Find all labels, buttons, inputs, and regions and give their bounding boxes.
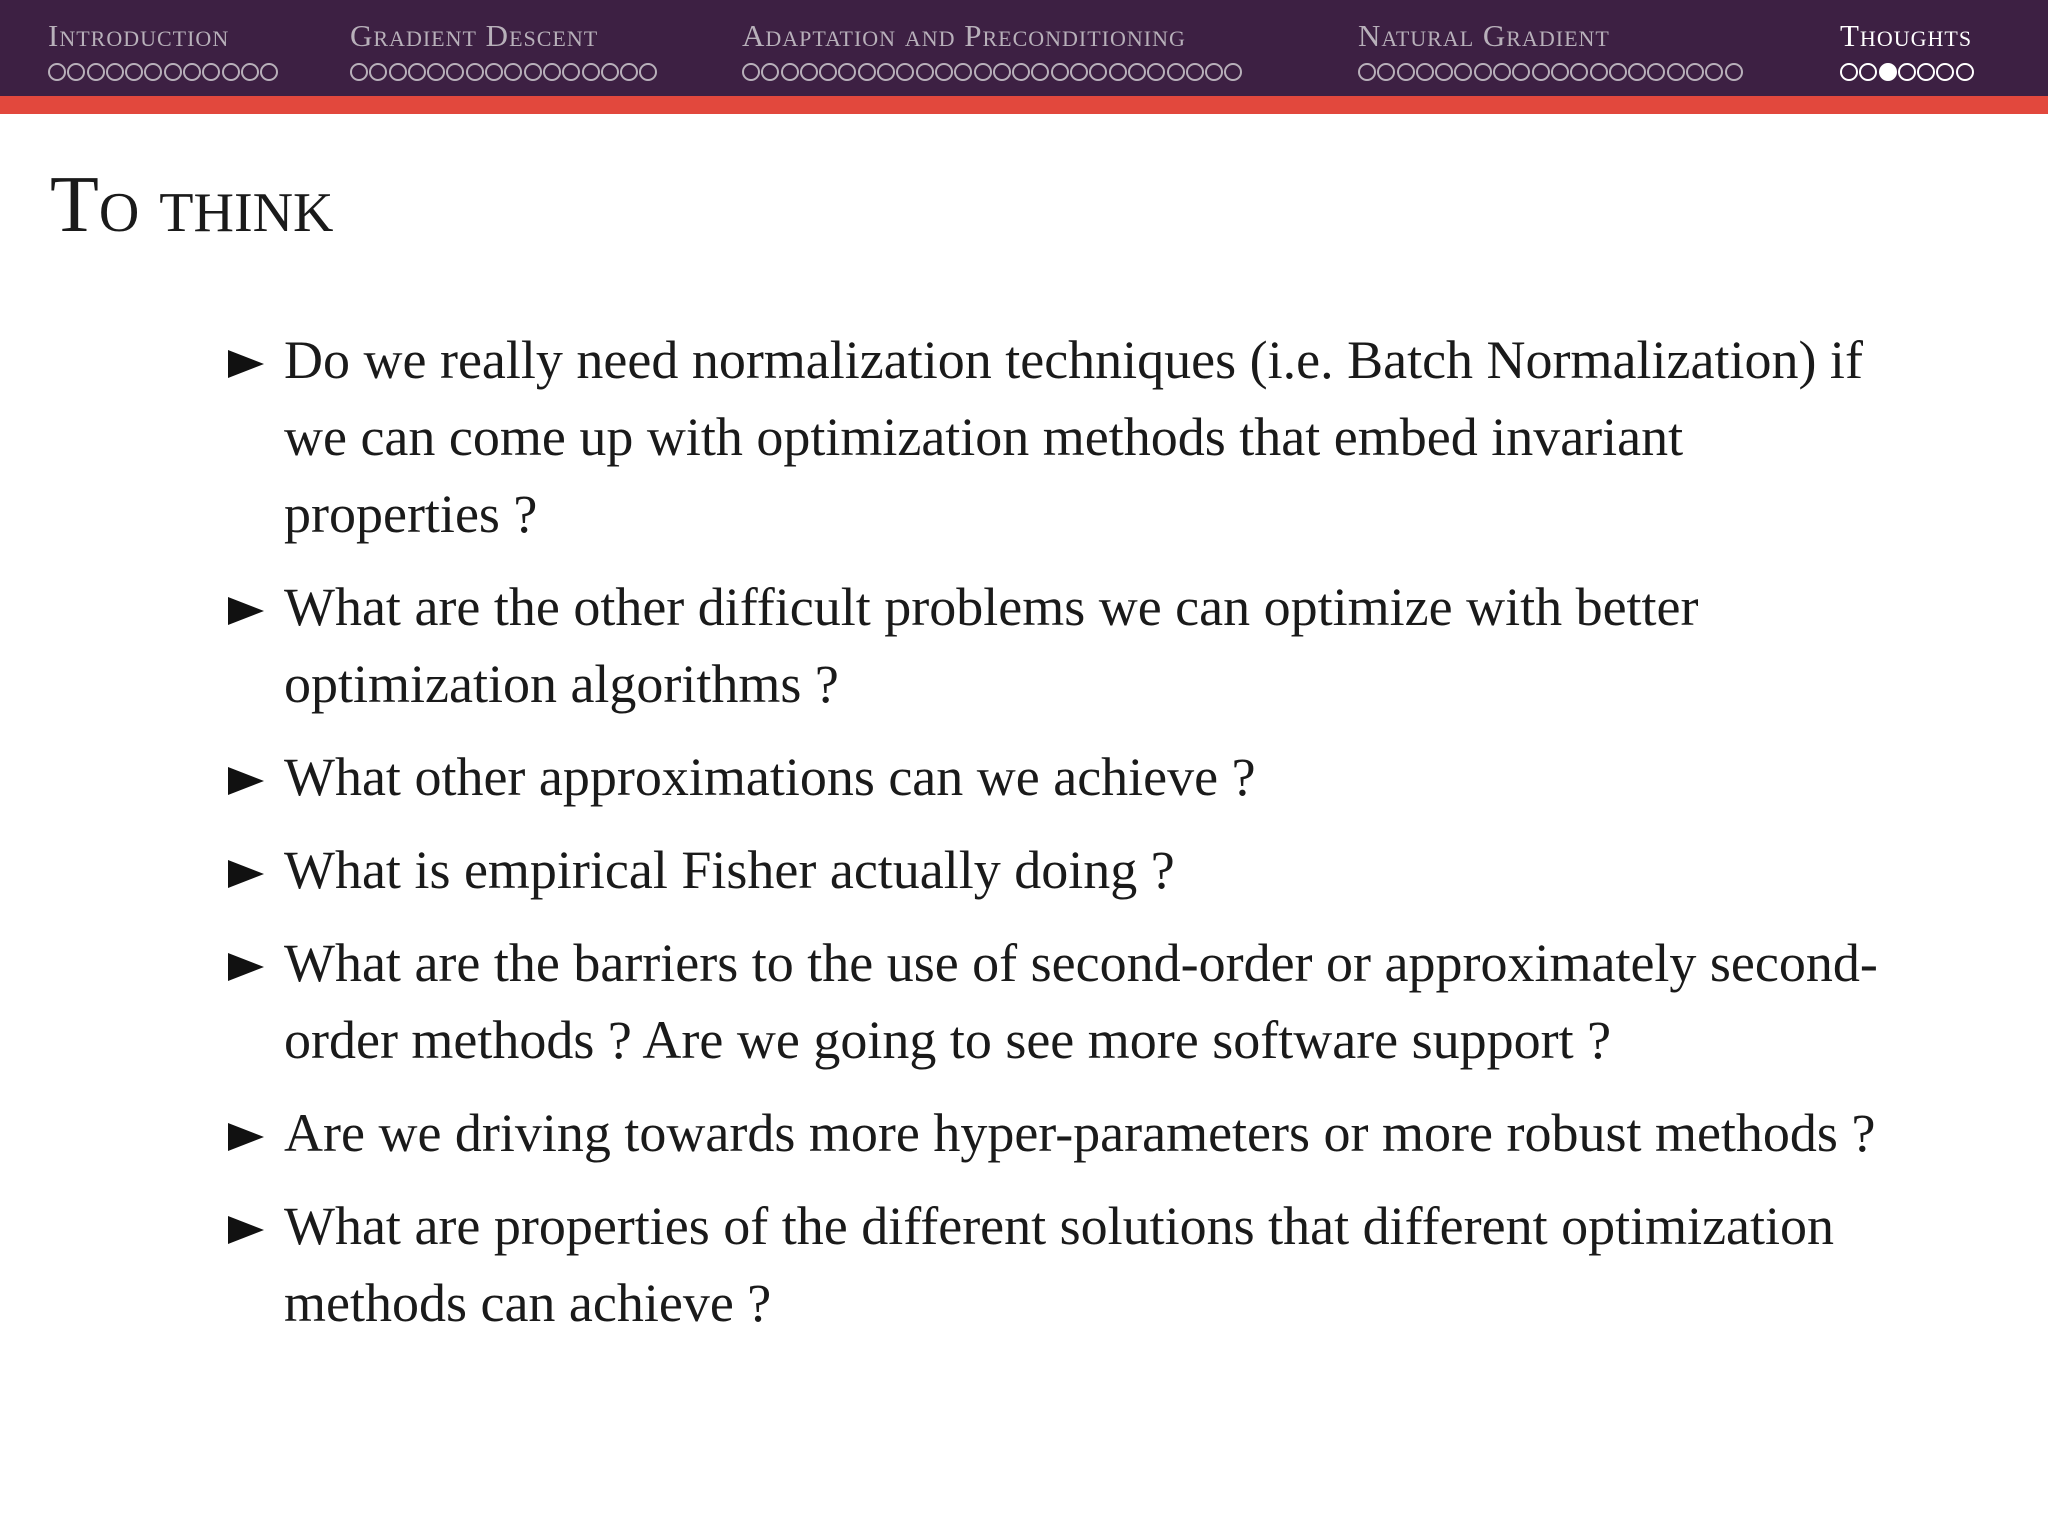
bullet-item [225, 832, 1905, 909]
slide-dot[interactable] [819, 63, 837, 81]
slide-dot[interactable] [974, 63, 992, 81]
slide-dot[interactable] [1397, 63, 1415, 81]
slide-dot[interactable] [620, 63, 638, 81]
slide-dot[interactable] [48, 63, 66, 81]
nav-section-thoughts[interactable] [1840, 20, 1975, 81]
slide-dot[interactable] [67, 63, 85, 81]
slide-dot[interactable] [1109, 63, 1127, 81]
bullet-item [225, 925, 1905, 1079]
slide-dot[interactable] [1628, 63, 1646, 81]
slide-dot[interactable] [1532, 63, 1550, 81]
triangle-bullet-icon [228, 350, 264, 378]
bullet-item [225, 569, 1905, 723]
slide-dot[interactable] [1435, 63, 1453, 81]
slide-dot[interactable] [993, 63, 1011, 81]
nav-section-adaptation[interactable] [742, 20, 1244, 81]
bullet-item [225, 1188, 1905, 1342]
nav-section-title[interactable]: Natural Gradient [1358, 18, 1610, 53]
slide-dot[interactable] [504, 63, 522, 81]
slide-dot[interactable] [369, 63, 387, 81]
slide-dot[interactable] [781, 63, 799, 81]
slide-dot[interactable] [1051, 63, 1069, 81]
slide-dot[interactable] [1358, 63, 1376, 81]
slide-dot[interactable] [202, 63, 220, 81]
bullet-text: Are we driving towards more hyper-parameters or more robust methods ? [284, 1103, 1876, 1163]
slide-dot[interactable] [466, 63, 484, 81]
slide-dot[interactable] [1840, 63, 1858, 81]
slide-dot[interactable] [1224, 63, 1242, 81]
bullet-text: What are the other difficult problems we can optimize with better optimization algorithms ? [284, 577, 1699, 714]
slide-dot[interactable] [260, 63, 278, 81]
bullet-item [225, 739, 1905, 816]
slide-dot[interactable] [1167, 63, 1185, 81]
slide-dot[interactable] [1917, 63, 1935, 81]
slide-dot[interactable] [1956, 63, 1974, 81]
nav-dots [1840, 63, 1975, 81]
slide-dot[interactable] [106, 63, 124, 81]
navigation-bar [0, 0, 2048, 96]
slide-dot[interactable] [446, 63, 464, 81]
slide-dot[interactable] [1186, 63, 1204, 81]
slide-dot[interactable] [601, 63, 619, 81]
nav-section-natural-gradient[interactable] [1358, 20, 1744, 81]
slide-dot[interactable] [1070, 63, 1088, 81]
slide-title: To think [50, 161, 334, 249]
slide-dot[interactable] [1205, 63, 1223, 81]
bullet-item [225, 1095, 1905, 1172]
bullet-text: Do we really need normalization techniques (i.e. Batch Normalization) if we can come up with optimization methods that embed invariant properties ? [284, 330, 1863, 544]
nav-dots [1358, 63, 1744, 81]
slide-dot[interactable] [1859, 63, 1877, 81]
slide-dot[interactable] [761, 63, 779, 81]
slide-dot[interactable] [1128, 63, 1146, 81]
slide-dot[interactable] [1647, 63, 1665, 81]
slide-dot[interactable] [1686, 63, 1704, 81]
nav-dots [350, 63, 659, 81]
slide-dot[interactable] [389, 63, 407, 81]
slide-dot[interactable] [1936, 63, 1954, 81]
slide-dot[interactable] [1551, 63, 1569, 81]
slide-dot[interactable] [1377, 63, 1395, 81]
slide-dot[interactable] [916, 63, 934, 81]
nav-section-title[interactable]: Gradient Descent [350, 18, 599, 53]
triangle-bullet-icon [228, 1216, 264, 1244]
bullet-text: What is empirical Fisher actually doing ? [284, 840, 1175, 900]
slide-dot[interactable] [164, 63, 182, 81]
slide-dot[interactable] [1705, 63, 1723, 81]
slide-dot[interactable] [125, 63, 143, 81]
nav-dots [742, 63, 1244, 81]
triangle-bullet-icon [228, 953, 264, 981]
slide-dot[interactable] [183, 63, 201, 81]
current-slide-dot[interactable] [1879, 63, 1897, 81]
slide-dot[interactable] [222, 63, 240, 81]
slide-dot[interactable] [144, 63, 162, 81]
bullet-text: What are the barriers to the use of second-order or approximately second-order methods ? Are we going to see more software support ? [284, 933, 1878, 1070]
slide-dot[interactable] [408, 63, 426, 81]
slide-dot[interactable] [582, 63, 600, 81]
slide-dot[interactable] [896, 63, 914, 81]
nav-section-title[interactable]: Introduction [48, 18, 230, 53]
slide-dot[interactable] [1590, 63, 1608, 81]
bullet-text: What other approximations can we achieve ? [284, 747, 1256, 807]
slide-dot[interactable] [954, 63, 972, 81]
slide-dot[interactable] [524, 63, 542, 81]
nav-section-introduction[interactable] [48, 20, 280, 81]
slide-dot[interactable] [1898, 63, 1916, 81]
bullet-list [225, 322, 1905, 1358]
slide-dot[interactable] [1493, 63, 1511, 81]
slide-dot[interactable] [800, 63, 818, 81]
slide-dot[interactable] [1454, 63, 1472, 81]
slide-dot[interactable] [935, 63, 953, 81]
triangle-bullet-icon [228, 1123, 264, 1151]
slide-dot[interactable] [1089, 63, 1107, 81]
slide-dot[interactable] [1570, 63, 1588, 81]
nav-section-gradient-descent[interactable] [350, 20, 659, 81]
slide-dot[interactable] [639, 63, 657, 81]
slide-dot[interactable] [1725, 63, 1743, 81]
slide-dot[interactable] [858, 63, 876, 81]
slide-dot[interactable] [1609, 63, 1627, 81]
slide-dot[interactable] [1147, 63, 1165, 81]
nav-section-title[interactable]: Adaptation and Preconditioning [742, 18, 1186, 53]
slide-dot[interactable] [485, 63, 503, 81]
bullet-item [225, 322, 1905, 553]
triangle-bullet-icon [228, 860, 264, 888]
nav-accent-stripe [0, 96, 2048, 114]
slide-dot[interactable] [1012, 63, 1030, 81]
slide-dot[interactable] [87, 63, 105, 81]
slide-dot[interactable] [1416, 63, 1434, 81]
slide-dot[interactable] [1512, 63, 1530, 81]
triangle-bullet-icon [228, 767, 264, 795]
slide-dot[interactable] [1667, 63, 1685, 81]
slide-dot[interactable] [427, 63, 445, 81]
slide-dot[interactable] [838, 63, 856, 81]
slide-dot[interactable] [562, 63, 580, 81]
bullet-text: What are properties of the different solutions that different optimization methods can achieve ? [284, 1196, 1835, 1333]
slide-dot[interactable] [350, 63, 368, 81]
slide-dot[interactable] [543, 63, 561, 81]
nav-dots [48, 63, 280, 81]
nav-section-title[interactable]: Thoughts [1840, 18, 1973, 53]
slide-dot[interactable] [1474, 63, 1492, 81]
slide-dot[interactable] [1031, 63, 1049, 81]
slide-dot[interactable] [742, 63, 760, 81]
triangle-bullet-icon [228, 597, 264, 625]
slide-dot[interactable] [241, 63, 259, 81]
slide-dot[interactable] [877, 63, 895, 81]
